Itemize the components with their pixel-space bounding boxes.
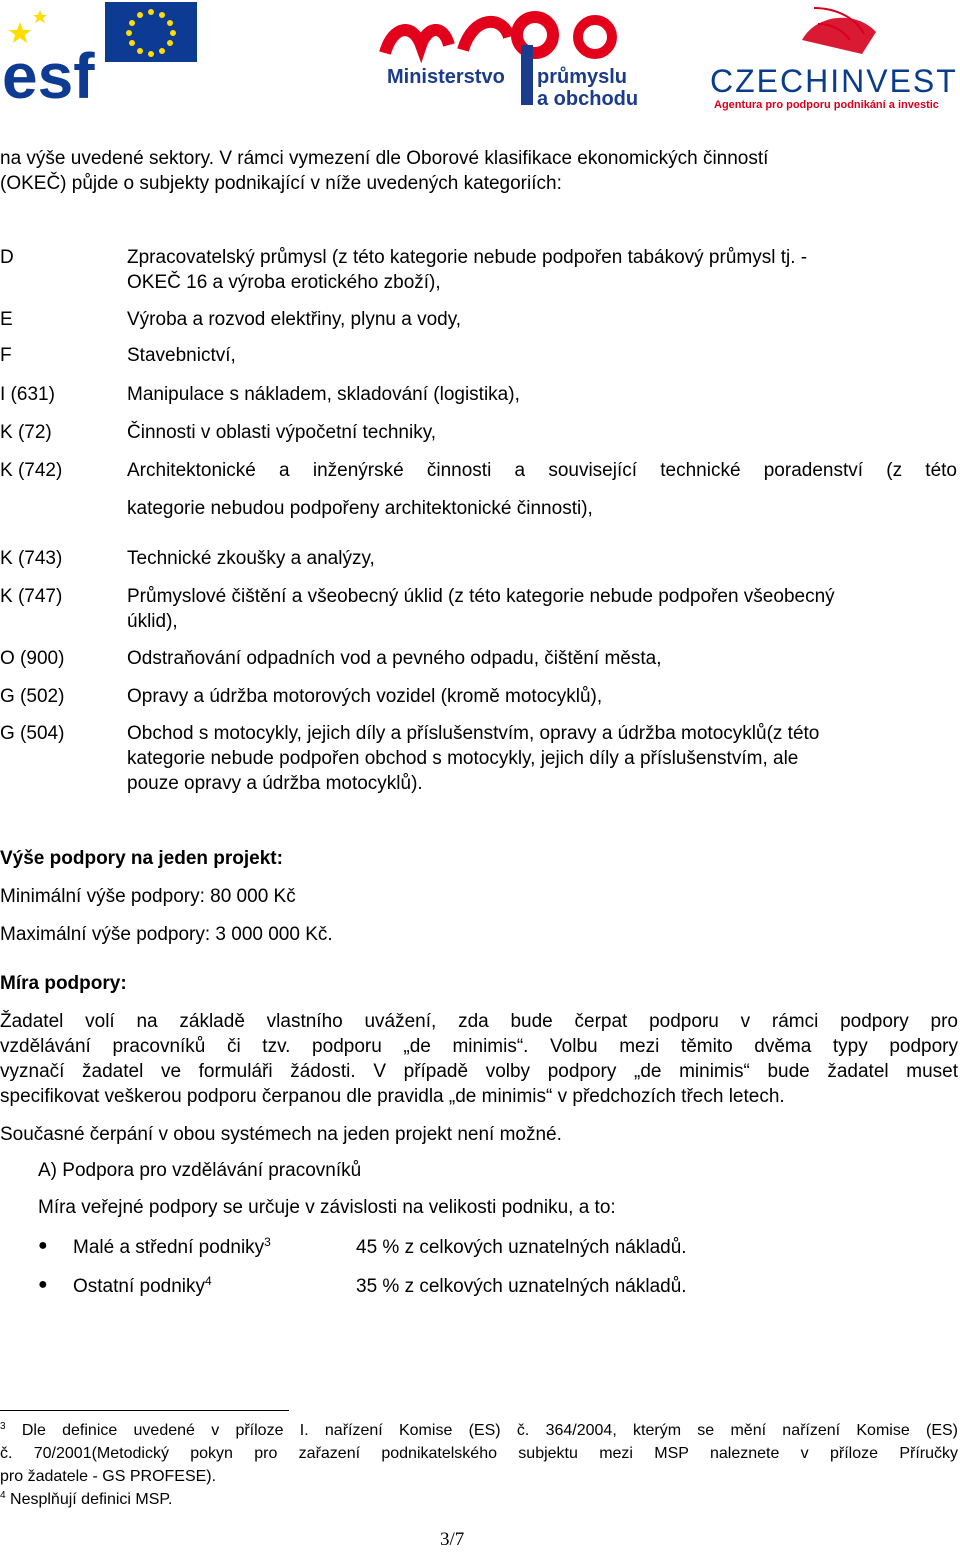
category-code: K (72)	[0, 422, 52, 443]
svg-text:a obchodu: a obchodu	[537, 88, 639, 110]
category-desc: OKEČ 16 a výroba erotického zboží),	[127, 272, 441, 293]
category-code: K (742)	[0, 460, 63, 481]
category-code: E	[0, 309, 13, 330]
category-desc: Výroba a rozvod elektřiny, plynu a vody,	[127, 309, 462, 330]
mpo-mark-icon	[383, 5, 639, 110]
rate-para-line-3: vyznačí žadatel ve formuláři žádosti. V případě volby podpory „de minimis“ bude žadatel muset	[0, 1061, 958, 1082]
category-desc: Manipulace s nákladem, skladování (logistika),	[127, 384, 520, 405]
page-number: 3/7	[440, 1529, 465, 1550]
category-desc: pouze opravy a údržba motocyklů).	[127, 773, 423, 794]
bullet-value: 35 % z celkových uznatelných nákladů.	[356, 1276, 687, 1297]
category-desc: Technické zkoušky a analýzy,	[127, 548, 375, 569]
category-code: D	[0, 247, 14, 268]
rate-para-line-4: specifikovat veškerou podporu čerpanou dle pravidla „de minimis“ v předchozích třech letech.	[0, 1086, 785, 1107]
category-desc: Stavebnictví,	[127, 345, 236, 366]
category-desc: Architektonické a inženýrské činnosti a související technické poradenství (z této	[127, 460, 957, 481]
rate-note: Současné čerpání v obou systémech na jeden projekt není možné.	[0, 1124, 562, 1145]
footnote-3-line-1: $^3$ Dle definice uvedené v příloze I. nařízení Komise (ES) č. 364/2004, kterým se mění nařízení Komise (ES)	[0, 1421, 958, 1439]
category-desc: Odstraňování odpadních vod a pevného odpadu, čištění města,	[127, 648, 662, 669]
category-code: G (502)	[0, 686, 65, 707]
svg-text:CZECHINVEST: CZECHINVEST	[710, 63, 958, 99]
category-code: K (747)	[0, 586, 63, 607]
bullet-label: Malé a střední podniky$^3$	[73, 1235, 271, 1258]
rate-para-line-1: Žadatel volí na základě vlastního uvážení, zda bude čerpat podporu v rámci podpory pro	[0, 1011, 958, 1032]
category-desc: Zpracovatelský průmysl (z této kategorie nebude podpořen tabákový průmysl tj. -	[127, 247, 808, 268]
footnote-3-line-2: č. 70/2001(Metodický pokyn pro zařazení podnikatelského subjektu mezi MSP naleznete v příloze Příručky	[0, 1445, 958, 1462]
mpo-logo	[383, 5, 639, 110]
bullet-icon: ●	[38, 1237, 48, 1254]
category-code: F	[0, 345, 12, 366]
intro-line-2: (OKEČ) půjde o subjekty podnikající v níže uvedených kategoriích:	[0, 173, 562, 194]
section-a-text: Míra veřejné podpory se určuje v závislosti na velikosti podniku, a to:	[38, 1197, 616, 1218]
footnote-separator	[0, 1410, 289, 1411]
footnote-4: $^4$ Nesplňují definici MSP.	[0, 1490, 173, 1508]
category-desc: úklid),	[127, 611, 178, 632]
category-desc: Průmyslové čištění a všeobecný úklid (z této kategorie nebude podpořen všeobecný	[127, 586, 835, 607]
category-desc: Obchod s motocykly, jejich díly a příslušenstvím, opravy a údržba motocyklů(z této	[127, 723, 820, 744]
bullet-label: Ostatní podniky$^4$	[73, 1274, 212, 1297]
czechinvest-logo	[706, 4, 958, 112]
bullet-value: 45 % z celkových uznatelných nákladů.	[356, 1237, 687, 1258]
footnote-3-line-3: pro žadatele - GS PROFESE).	[0, 1468, 217, 1485]
rate-heading: Míra podpory:	[0, 973, 127, 994]
category-code: G (504)	[0, 723, 65, 744]
category-code: I (631)	[0, 384, 55, 405]
intro-line-1: na výše uvedené sektory. V rámci vymezení dle Oborové klasifikace ekonomických činností	[0, 148, 769, 169]
support-min: Minimální výše podpory: 80 000 Kč	[0, 886, 296, 907]
rate-para-line-2: vzdělávání pracovníků či tzv. podporu „de minimis“. Volbu mezi těmito dvěma typy podpory	[0, 1036, 958, 1057]
support-max: Maximální výše podpory: 3 000 000 Kč.	[0, 924, 333, 945]
category-desc: Činnosti v oblasti výpočetní techniky,	[127, 422, 437, 443]
category-code: K (743)	[0, 548, 63, 569]
svg-text:Agentura pro podporu podnikání: Agentura pro podporu podnikání a investic	[714, 99, 939, 111]
bullet-icon: ●	[38, 1276, 48, 1293]
category-code: O (900)	[0, 648, 65, 669]
category-desc: Opravy a údržba motorových vozidel (kromě motocyklů),	[127, 686, 603, 707]
svg-text:průmyslu: průmyslu	[537, 66, 628, 88]
category-desc: kategorie nebude podpořen obchod s motocykly, jejich díly a příslušenstvím, ale	[127, 748, 799, 769]
svg-text:Ministerstvo: Ministerstvo	[387, 66, 505, 88]
section-a-heading: A) Podpora pro vzdělávání pracovníků	[38, 1160, 362, 1181]
esf-letters: esf	[2, 40, 95, 112]
support-heading: Výše podpory na jeden projekt:	[0, 848, 283, 869]
category-desc: kategorie nebudou podpořeny architektonické činnosti),	[127, 498, 593, 519]
esf-eu-logo	[0, 0, 197, 112]
czechinvest-mark-icon	[706, 4, 958, 112]
